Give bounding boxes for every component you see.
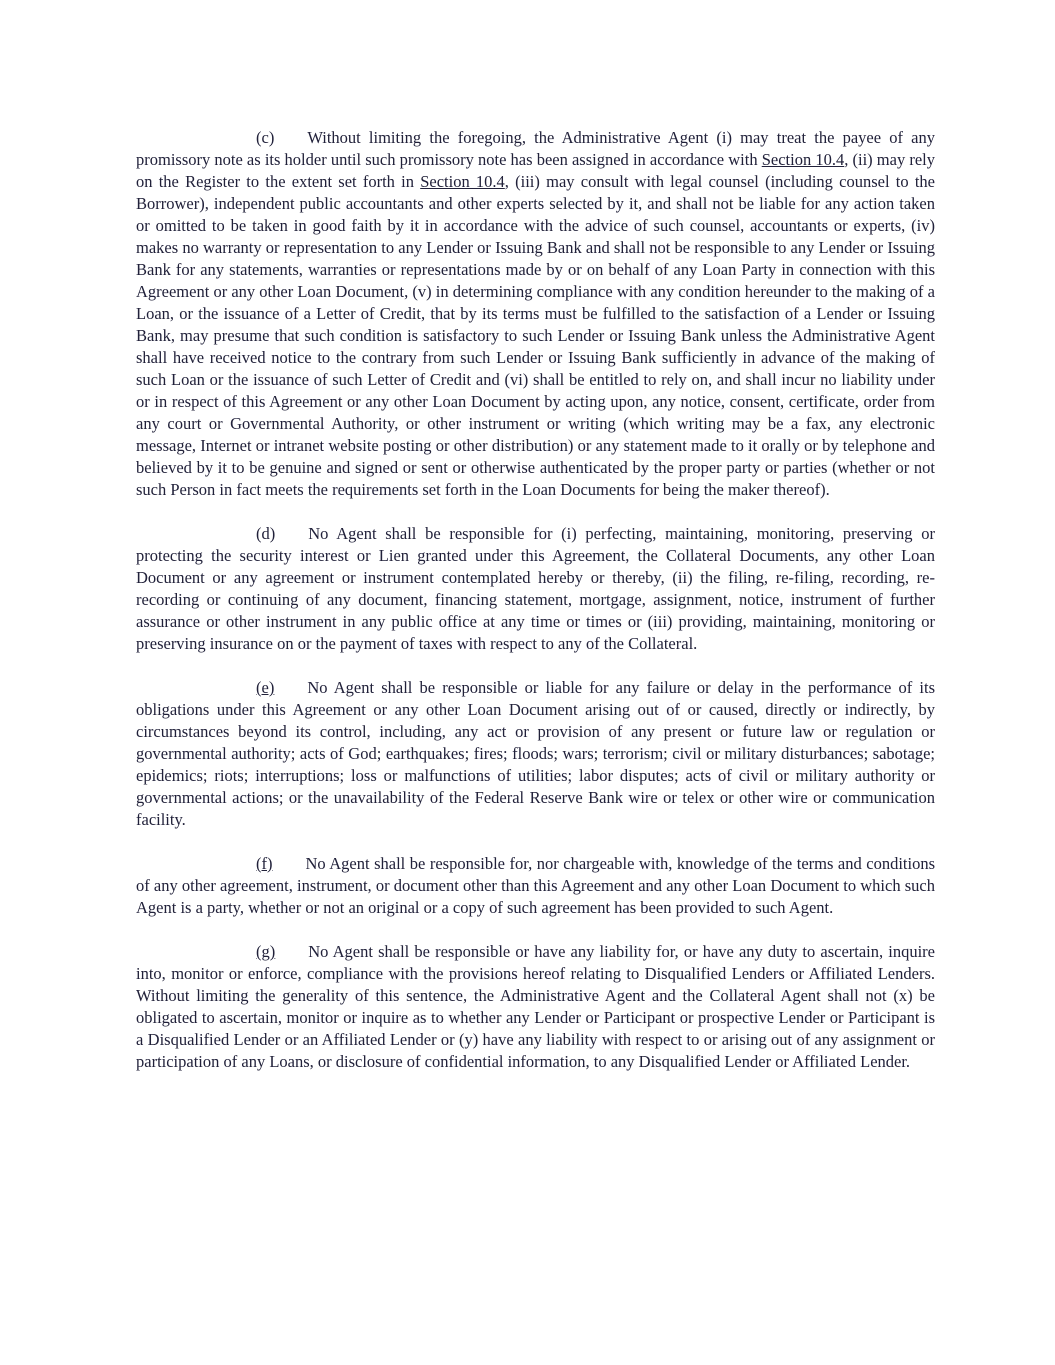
paragraph-d-text: No Agent shall be responsible for (i) perfecting, maintaining, monitoring, preserving or protecting the security interest or Lien granted under this Agreement, the Collateral Documents, any other Loan Document or any agreement or instrument contemplated hereby or thereby, (ii) the filing, re-filing, recording, re-recording or continuing of any document, financing statement, mortgage, assignment, notice, instrument of further assurance or other instrument in any public office at any time or times or (iii) providing, maintaining, monitoring or preserving insurance on or the payment of taxes with respect to any of the Collateral. (136, 524, 935, 653)
paragraph-f-text: No Agent shall be responsible for, nor chargeable with, knowledge of the terms and conditions of any other agreement, instrument, or document other than this Agreement and any other Loan Document to which such Agent is a party, whether or not an original or a copy of such agreement has been provided to such Agent. (136, 854, 935, 917)
paragraph-c (136, 127, 935, 501)
paragraph-g-text: No Agent shall be responsible or have any liability for, or have any duty to ascertain, inquire into, monitor or enforce, compliance with the provisions hereof relating to Disqualified Lenders or Affiliated Lenders. Without limiting the generality of this sentence, the Administrative Agent and the Collateral Agent shall not (x) be obligated to ascertain, monitor or inquire as to whether any Lender or Participant or prospective Lender or Participant is a Disqualified Lender or an Affiliated Lender or (y) have any liability with respect to or arising out of any assignment or participation of any Loans, or disclosure of confidential information, to any Disqualified Lender or Affiliated Lender. (136, 942, 935, 1071)
paragraph-g-label: (g) (256, 942, 276, 961)
paragraph-c-text-3: , (iii) may consult with legal counsel (including counsel to the Borrower), independent public accountants and other experts selected by it, and shall not be liable for any action taken or omitted to be taken in good faith by it in accordance with the advice of such counsel, accountants or experts, (iv) makes no warranty or representation to any Lender or Issuing Bank and shall not be responsible to any Lender or Issuing Bank for any statements, warranties or representations made by or on behalf of any Loan Party in connection with this Agreement or any other Loan Document, (v) in determining compliance with any condition hereunder to the making of a Loan, or the issuance of a Letter of Credit, that by its terms must be fulfilled to the satisfaction of a Lender or Issuing Bank, may presume that such condition is satisfactory to such Lender or Issuing Bank unless the Administrative Agent shall have received notice to the contrary from such Lender or Issuing Bank sufficiently in advance of the making of such Loan or the issuance of such Letter of Credit and (vi) shall be entitled to rely on, and shall incur no liability under or in respect of this Agreement or any other Loan Document by acting upon, any notice, consent, certificate, order from any court or Governmental Authority, or other instrument or writing (which writing may be a fax, any electronic message, Internet or intranet website posting or other distribution) or any statement made to it orally or by telephone and believed by it to be genuine and signed or sent or otherwise authenticated by the proper party or parties (whether or not such Person in fact meets the requirements set forth in the Loan Documents for being the maker thereof). (136, 172, 935, 499)
paragraph-f (136, 853, 935, 919)
paragraph-d (136, 523, 935, 655)
paragraph-e-text: No Agent shall be responsible or liable for any failure or delay in the performance of its obligations under this Agreement or any other Loan Document arising out of or caused, directly or indirectly, by circumstances beyond its control, including, any act or provision of any present or future law or regulation or governmental authority; acts of God; earthquakes; fires; floods; wars; terrorism; civil or military disturbances; sabotage; epidemics; riots; interruptions; loss or malfunctions of utilities; labor disputes; acts of civil or military authority or governmental actions; or the unavailability of the Federal Reserve Bank wire or telex or other wire or communication facility. (136, 678, 935, 829)
paragraph-e (136, 677, 935, 831)
paragraph-d-label: (d) (256, 524, 276, 543)
paragraph-e-label: (e) (256, 678, 275, 697)
section-10-4-reference-1: Section 10.4 (761, 150, 845, 169)
section-10-4-reference-2: Section 10.4 (420, 172, 505, 191)
paragraph-c-text-1: Without limiting the foregoing, the Administrative Agent (i) may treat the payee of any promissory note as its holder until such promissory note has been assigned in accordance with (136, 128, 935, 169)
paragraph-c-label: (c) (256, 128, 275, 147)
paragraph-f-label: (f) (256, 854, 273, 873)
paragraph-g (136, 941, 935, 1073)
paragraph-c-text-2: , (ii) may rely on the Register to the extent set forth in (136, 150, 935, 191)
